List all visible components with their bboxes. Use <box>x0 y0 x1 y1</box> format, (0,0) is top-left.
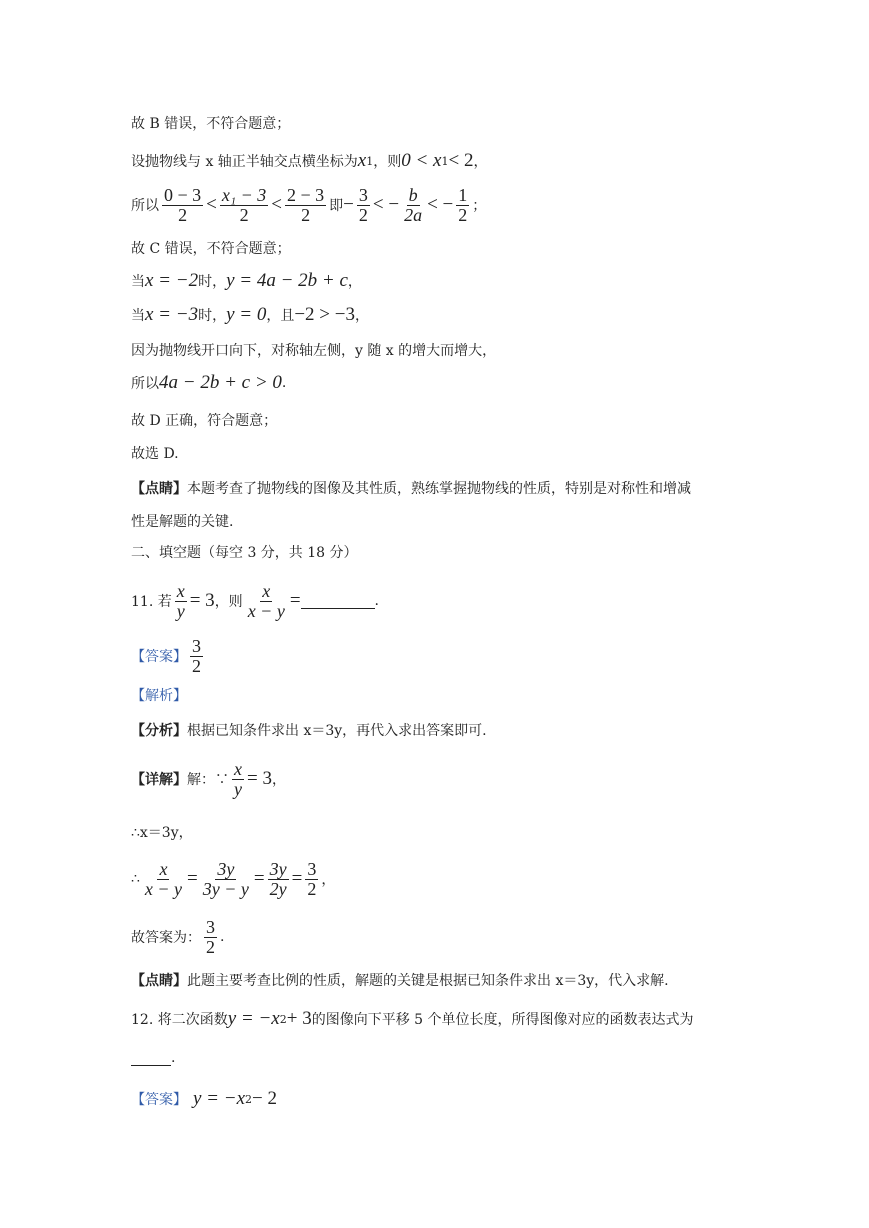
numerator: x₁ − 3 <box>221 185 267 205</box>
numerator: x <box>176 581 185 601</box>
math-expr: y = −x <box>193 1088 246 1109</box>
line-text: 故答案为： <box>131 930 201 947</box>
text-line <box>131 372 286 394</box>
numerator: 1 <box>458 185 468 205</box>
fraction <box>204 918 217 957</box>
line-text: 故 C 错误，不符合题意； <box>131 241 291 257</box>
text-line <box>131 822 193 842</box>
question-11 <box>131 582 379 621</box>
fraction <box>268 860 289 899</box>
fraction <box>175 582 187 621</box>
denominator: 2a <box>404 204 423 225</box>
line-text: . <box>281 375 287 391</box>
math-expr: 4a − 2b + c > 0 <box>159 372 282 393</box>
line-text: . <box>374 593 379 610</box>
math-expr: + 3 <box>286 1008 312 1029</box>
line-text: ， <box>355 308 369 324</box>
numerator: x <box>262 581 271 601</box>
line-text: . <box>171 1050 176 1066</box>
answer-11 <box>131 637 206 676</box>
math-expr: = 3 <box>189 590 215 612</box>
fraction <box>402 186 424 225</box>
fraction <box>143 860 184 899</box>
line-text: . <box>220 929 225 946</box>
text-line <box>131 410 277 430</box>
line-text: 时， <box>198 308 227 324</box>
section-tag: 【分析】 <box>131 723 187 739</box>
denominator: 3y − y <box>202 878 249 899</box>
text-line <box>131 478 691 498</box>
line-text: 因为抛物线开口向下，对称轴左侧，y 随 x 的增大而增大， <box>131 343 497 359</box>
denominator: 2 <box>192 655 201 676</box>
numerator: 3 <box>358 185 368 205</box>
math-op: < − <box>372 194 400 216</box>
line-text: 所以 <box>131 198 159 215</box>
math-expr: y = 0 <box>226 304 267 325</box>
fraction <box>285 186 326 225</box>
line-text: 此题主要考查比例的性质，解题的关键是根据已知条件求出 x＝3y，代入求解. <box>187 973 669 989</box>
denominator: 2 <box>301 204 311 225</box>
denominator: 2 <box>358 204 368 225</box>
fraction <box>162 186 203 225</box>
math-expr: y = −x <box>227 1008 280 1029</box>
question-number: 11. 若 <box>131 594 172 611</box>
math-expr: 0 < x <box>401 150 442 171</box>
math-expr: y = 4a − 2b + c <box>226 270 348 291</box>
fraction <box>246 582 287 621</box>
subscript: 1 <box>441 154 449 168</box>
section-tag: 【详解】 <box>131 772 187 789</box>
math-op: < <box>206 194 217 216</box>
math-op: < − <box>427 194 454 216</box>
superscript: 2 <box>245 1092 253 1106</box>
text-line <box>131 760 286 799</box>
line-text: 本题考查了抛物线的图像及其性质，熟练掌握抛物线的性质，特别是对称性和增减 <box>187 481 691 497</box>
denominator: 2 <box>206 936 215 957</box>
line-text: ， <box>321 872 336 889</box>
math-op: − <box>343 194 354 216</box>
line-text: 二、填空题（每空 3 分，共 18 分） <box>131 545 358 561</box>
line-text: 故 B 错误，不符合题意； <box>131 116 291 132</box>
text-line <box>131 340 496 360</box>
denominator: 2 <box>239 204 249 225</box>
question-12 <box>131 1008 694 1030</box>
answer-blank <box>301 594 375 609</box>
text-line <box>131 720 487 740</box>
numerator: 3y <box>217 859 235 879</box>
line-text: 故选 D. <box>131 446 179 462</box>
line-text: 当 <box>131 274 145 290</box>
text-line <box>131 860 335 899</box>
text-line <box>131 918 224 957</box>
question-number: 12. 将二次函数 <box>131 1012 228 1028</box>
math-expr: = 3 <box>247 768 272 790</box>
section-heading <box>131 542 358 562</box>
fraction <box>232 760 244 799</box>
line-text: ∴ <box>131 871 140 888</box>
math-expr: < 2 <box>448 150 474 171</box>
fraction <box>201 860 251 899</box>
line-text: ，则 <box>214 594 243 611</box>
answer-blank <box>131 1051 171 1066</box>
math-var: x <box>357 150 367 171</box>
numerator: 3 <box>192 636 201 656</box>
numerator: x <box>159 859 168 879</box>
line-text: 时， <box>198 274 227 290</box>
denominator: y <box>176 600 185 621</box>
fraction <box>220 186 268 225</box>
math-op: < <box>271 194 282 216</box>
math-expr: − 2 <box>252 1088 277 1109</box>
text-line <box>131 113 290 133</box>
line-text: 的图像向下平移 5 个单位长度，所得图像对应的函数表达式为 <box>311 1012 694 1028</box>
text-line <box>131 970 669 990</box>
line-text: 故 D 正确，符合题意； <box>131 413 278 429</box>
text-line <box>131 186 486 225</box>
line-text: ，且 <box>266 308 295 324</box>
section-tag: 【点睛】 <box>131 973 187 989</box>
math-op: = <box>187 868 198 890</box>
text-line <box>131 150 487 172</box>
denominator: 2 <box>307 878 317 899</box>
text-line <box>131 511 233 531</box>
denominator: x − y <box>247 600 285 621</box>
denominator: y <box>234 778 242 799</box>
line-text: ，则 <box>373 154 402 170</box>
math-expr: −2 > −3 <box>294 304 355 325</box>
denominator: 2y <box>269 878 287 899</box>
numerator: x <box>234 759 242 779</box>
denominator: 2 <box>178 204 188 225</box>
jiexi-line <box>131 685 187 705</box>
answer-label: 【答案】 <box>131 649 187 666</box>
numerator: 3 <box>307 859 317 879</box>
line-text: 即 <box>329 198 344 215</box>
fraction <box>305 860 318 899</box>
numerator: 0 − 3 <box>164 185 202 205</box>
numerator: 3 <box>206 917 215 937</box>
text-line <box>131 238 291 258</box>
line-text: 当 <box>131 308 145 324</box>
math-op: = <box>291 868 303 890</box>
denominator: x − y <box>144 878 183 899</box>
superscript: 2 <box>279 1012 287 1026</box>
fraction <box>357 186 370 225</box>
answer-label: 【答案】 <box>131 1092 187 1108</box>
math-op: = <box>289 590 301 612</box>
subscript: 1 <box>366 154 374 168</box>
answer-12 <box>131 1088 277 1110</box>
line-text: ， <box>347 274 362 290</box>
line-text: 解：∵ <box>187 772 229 789</box>
fraction <box>456 186 469 225</box>
line-text: ， <box>473 154 488 170</box>
line-text: ∴x＝3y， <box>131 825 193 841</box>
line-text: 根据已知条件求出 x＝3y，再代入求出答案即可. <box>187 723 487 739</box>
denominator: 2 <box>458 204 468 225</box>
math-expr: x = −3 <box>145 304 199 325</box>
text-line <box>131 270 362 292</box>
fraction <box>190 637 203 676</box>
math-op: = <box>253 868 265 890</box>
line-text: 性是解题的关键. <box>131 514 234 530</box>
section-tag: 【点睛】 <box>131 481 187 497</box>
numerator: b <box>408 185 418 205</box>
line-text: 设抛物线与 x 轴正半轴交点横坐标为 <box>131 154 358 170</box>
analysis-label: 【解析】 <box>131 688 187 704</box>
text-line <box>131 304 369 326</box>
numerator: 2 − 3 <box>287 185 325 205</box>
math-expr: x = −2 <box>145 270 199 291</box>
line-text: ， <box>271 772 286 789</box>
line-text: ； <box>472 198 487 215</box>
text-line <box>131 443 179 463</box>
numerator: 3y <box>269 859 287 879</box>
text-line <box>131 1050 175 1066</box>
line-text: 所以 <box>131 376 159 392</box>
